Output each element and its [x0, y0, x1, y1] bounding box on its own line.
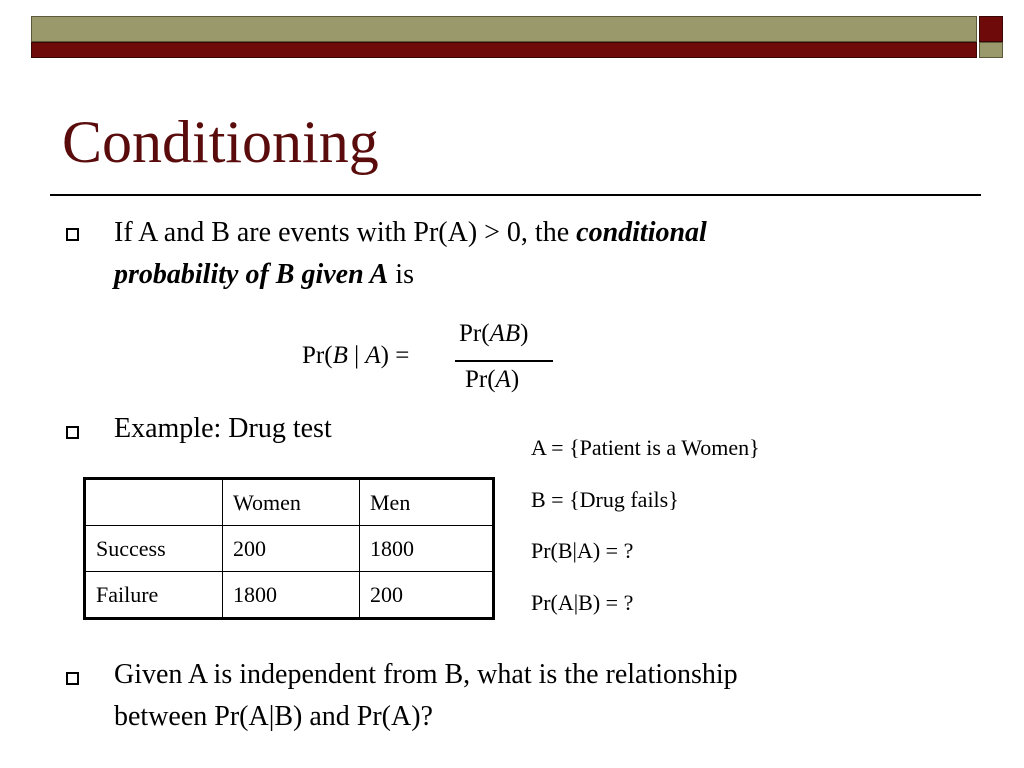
- drug-test-table: [83, 477, 495, 620]
- header-band-maroon: [31, 42, 977, 58]
- header-band-olive: [31, 16, 977, 42]
- table-cell: 200: [360, 572, 494, 619]
- bullet-definition: [114, 212, 914, 296]
- table-row: [85, 526, 494, 572]
- side-note-event-a: A = {Patient is a Women}: [531, 435, 760, 460]
- side-note-event-b: B = {Drug fails}: [531, 487, 679, 512]
- table-cell: 200: [223, 526, 360, 572]
- table-header-row: [85, 479, 494, 526]
- bullet-square-icon: [66, 426, 79, 439]
- table-header-cell: Men: [360, 479, 494, 526]
- question-line-1: Given A is independent from B, what is the relationship: [114, 659, 738, 690]
- conditional-probability-formula: [302, 318, 562, 404]
- slide-title: Conditioning: [62, 109, 379, 175]
- formula-numerator: Pr(AB): [459, 320, 529, 347]
- formula-denominator: Pr(A): [465, 366, 520, 393]
- bullet-question: [114, 654, 934, 738]
- definition-emphasis-1: conditional: [576, 217, 707, 248]
- definition-text-d: is: [388, 259, 414, 290]
- formula-lhs: Pr(B | A) =: [302, 342, 410, 369]
- definition-emphasis-2: probability of B given A: [114, 259, 389, 290]
- bullet-example: Example: Drug test: [114, 413, 332, 444]
- title-divider: [50, 194, 981, 196]
- table-cell: 1800: [223, 572, 360, 619]
- table-header-cell: Women: [223, 479, 360, 526]
- header-corner-maroon: [979, 16, 1003, 42]
- table-cell: Failure: [85, 572, 223, 619]
- bullet-square-icon: [66, 672, 79, 685]
- side-note-question-1: Pr(B|A) = ?: [531, 538, 634, 563]
- table-cell: 1800: [360, 526, 494, 572]
- table-header-cell: [85, 479, 223, 526]
- table-cell: Success: [85, 526, 223, 572]
- side-note-question-2: Pr(A|B) = ?: [531, 590, 634, 615]
- fraction-bar: [455, 360, 553, 362]
- header-corner-olive: [979, 42, 1003, 58]
- table-row: [85, 572, 494, 619]
- bullet-square-icon: [66, 228, 79, 241]
- definition-text-a: If A and B are events with Pr(A) > 0, the: [114, 217, 577, 248]
- question-line-2: between Pr(A|B) and Pr(A)?: [114, 701, 433, 732]
